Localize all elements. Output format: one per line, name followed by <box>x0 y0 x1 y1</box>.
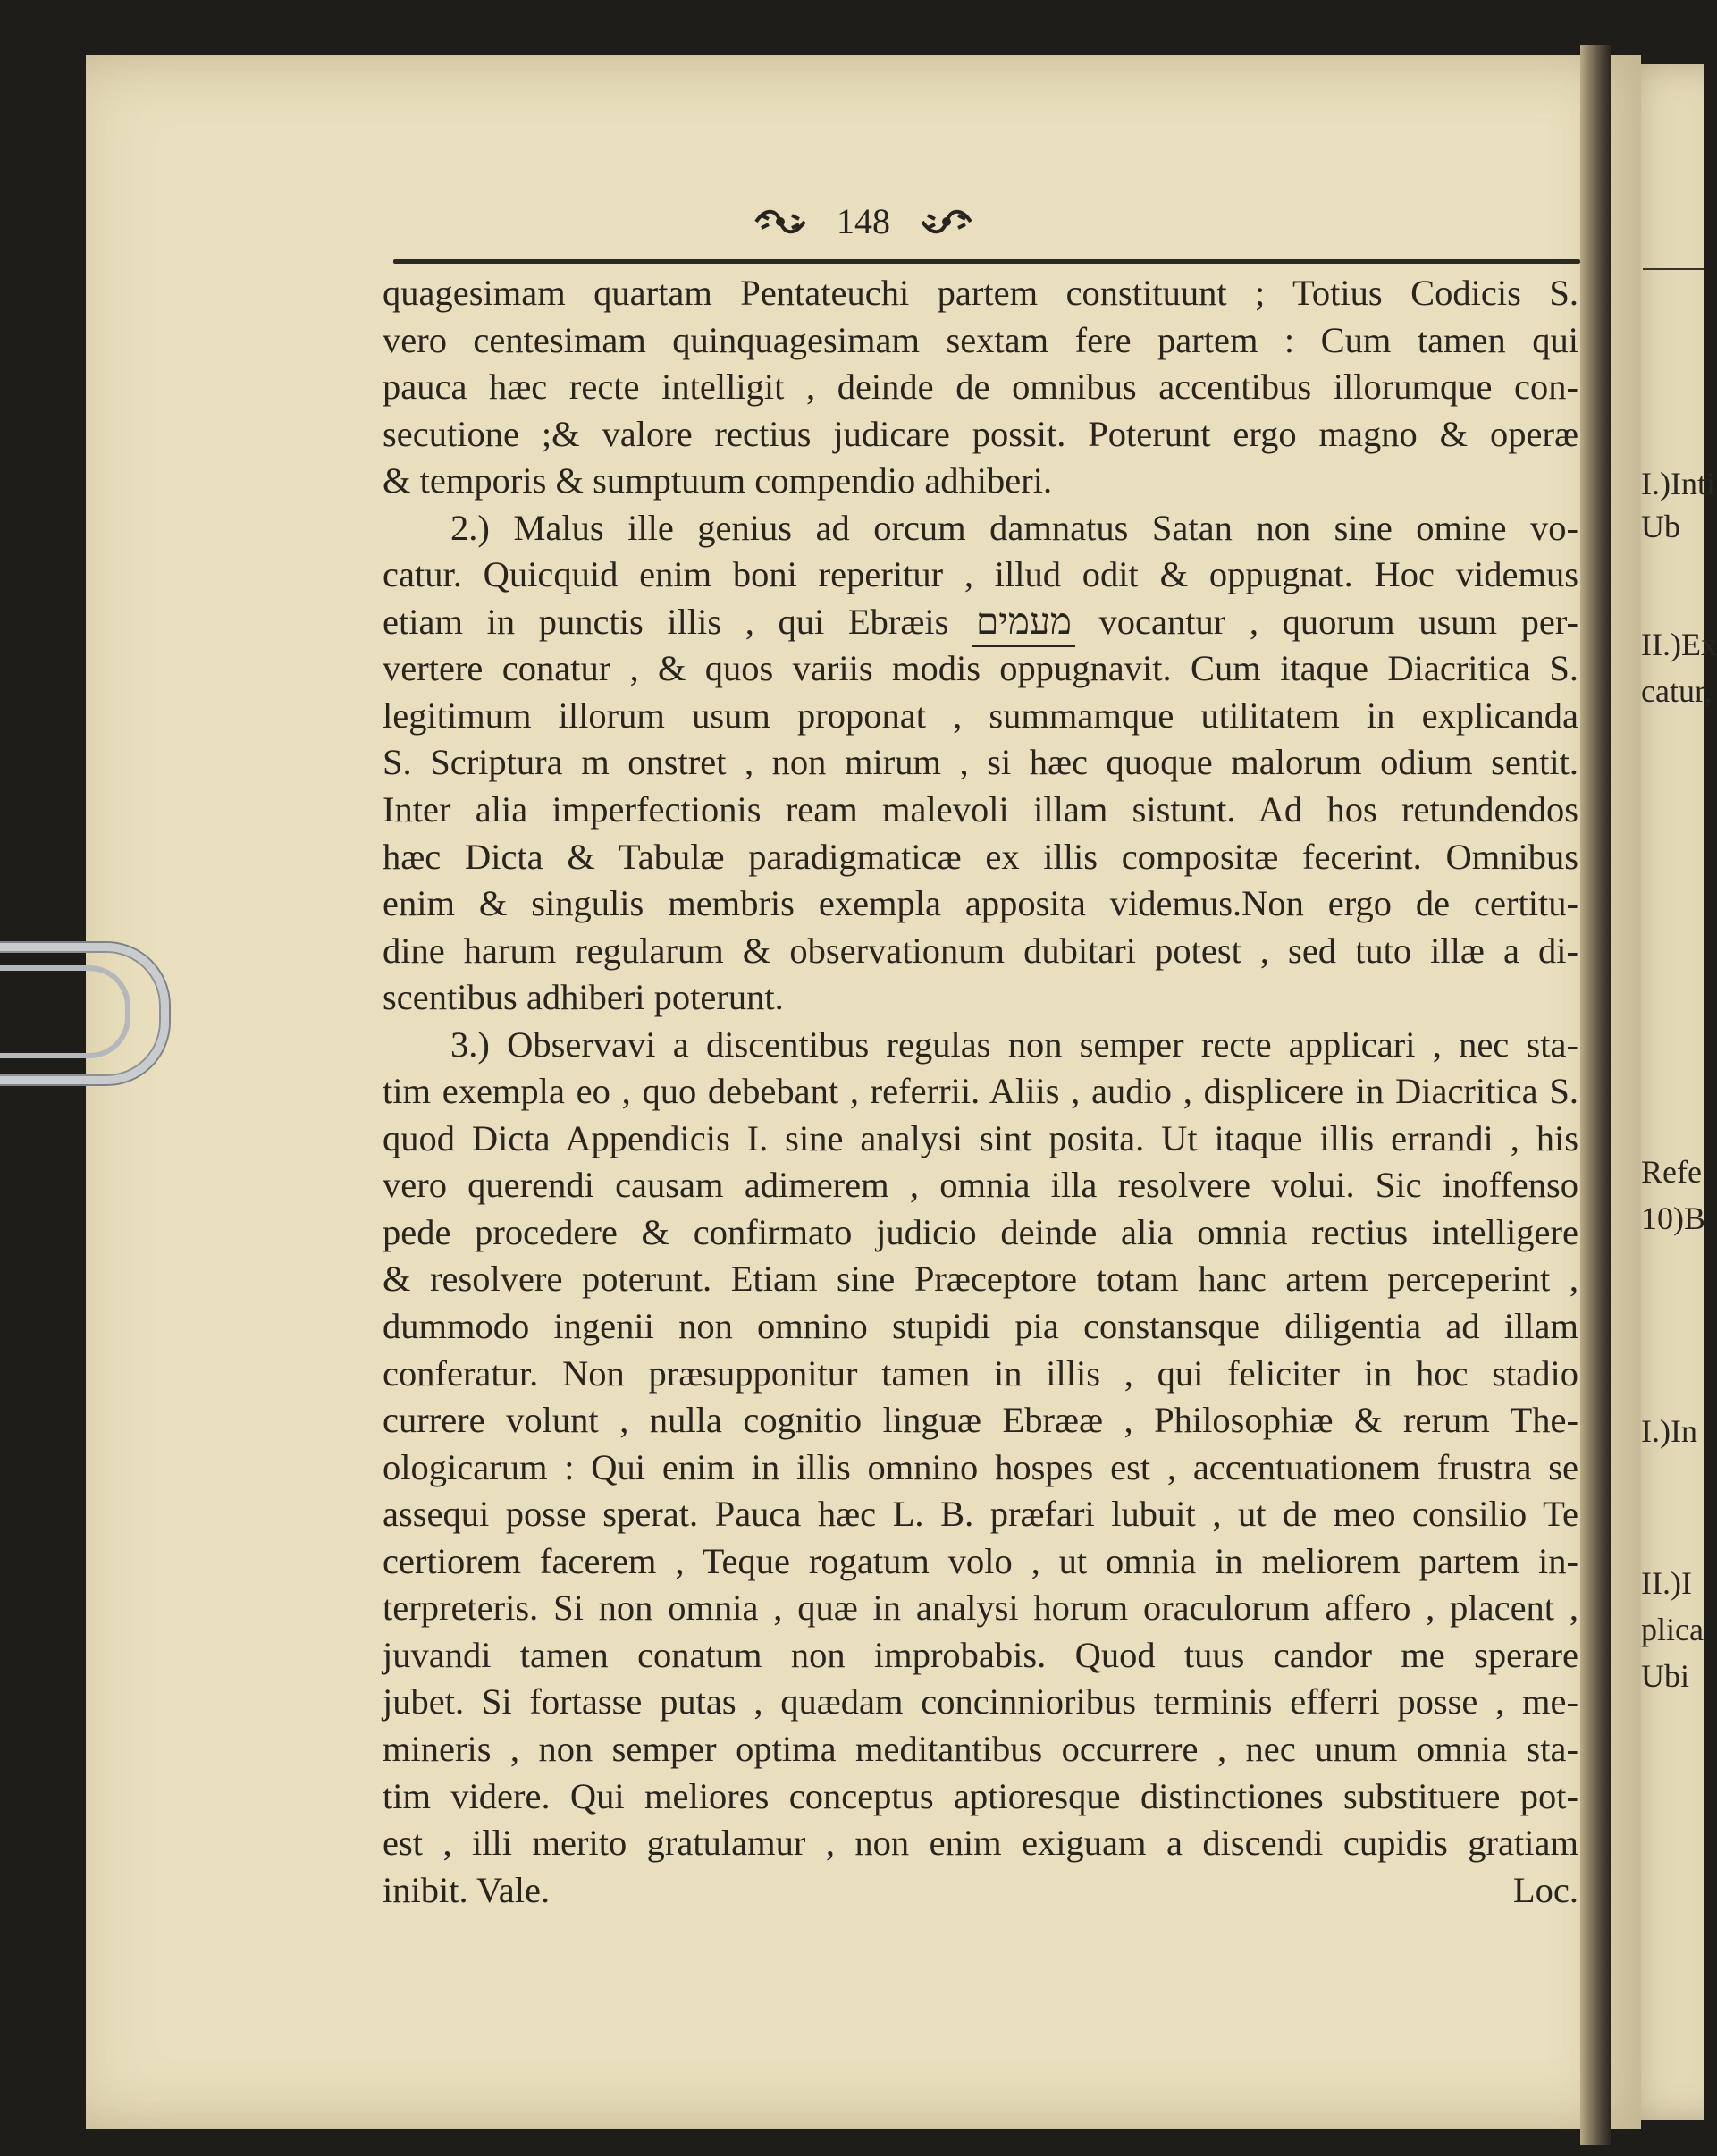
text-line: tim videre. Qui meliores conceptus aptioresque distinctiones substituere pot- <box>383 1775 1578 1816</box>
text-line: mineris , non semper optima meditantibus occurrere , nec unum omnia sta- <box>383 1728 1578 1769</box>
adjacent-page-rule <box>1643 268 1704 270</box>
text-line: jubet. Si fortasse putas , quædam concinnioribus terminis efferri posse , me- <box>383 1681 1578 1722</box>
text-line: dummodo ingenii non omnino stupidi pia constansque diligentia ad illam <box>383 1306 1578 1347</box>
text-line: scentibus adhiberi poterunt. <box>383 977 784 1018</box>
text-line: inibit. Vale. <box>383 1869 551 1910</box>
text-line: assequi posse sperat. Pauca hæc L. B. præfari lubuit , ut de meo consilio Te <box>383 1494 1578 1535</box>
text-line: S. Scriptura m onstret , non mirum , si hæc quoque malorum odium sentit. <box>383 742 1578 783</box>
adjacent-page-fragment: Ubi <box>1641 1658 1689 1694</box>
header-rule <box>393 259 1580 264</box>
ornament-right-icon <box>919 206 974 237</box>
text-line: dine harum regularum & observationum dubitari potest , sed tuto illæ a di- <box>383 930 1578 971</box>
text-line: & resolvere poterunt. Etiam sine Præceptore totam hanc artem perceperint , <box>383 1259 1578 1300</box>
adjacent-page-fragment: catur, <box>1641 673 1713 709</box>
text-line: terpreteris. Si non omnia , quæ in analysi horum oraculorum affero , placent , <box>383 1588 1578 1629</box>
catchword: Loc. <box>1512 1869 1578 1910</box>
text-line: pede procedere & confirmato judicio deinde alia omnia rectius intelligere <box>383 1211 1578 1252</box>
text-line: est , illi merito gratulamur , non enim exiguam a discendi cupidis gratiam <box>383 1823 1578 1864</box>
text-line: quod Dicta Appendicis I. sine analysi sint posita. Ut itaque illis errandi , his <box>383 1117 1578 1158</box>
running-header <box>86 197 1641 250</box>
page-gutter <box>1580 45 1611 2145</box>
hebrew-word: מעמים <box>972 599 1075 648</box>
adjacent-page-fragment: II.)I <box>1641 1565 1692 1601</box>
text-line: vero querendi causam adimerem , omnia illa resolvere volui. Sic inoffenso <box>383 1165 1578 1206</box>
adjacent-page-fragment: II.)Ex <box>1641 627 1717 662</box>
text-line: secutione ;& valore rectius judicare possit. Poterunt ergo magno & operæ <box>383 413 1578 454</box>
text-line: conferatur. Non præsupponitur tamen in illis , qui feliciter in hoc stadio <box>383 1352 1578 1394</box>
adjacent-page-fragment: 10)B <box>1641 1200 1705 1236</box>
text-line: 3.) Observavi a discentibus regulas non semper recte applicari , nec sta- <box>450 1023 1578 1065</box>
text-line: Inter alia imperfectionis ream malevoli illam sistunt. Ad hos retundendos <box>383 789 1578 830</box>
adjacent-page-fragment: I.)In <box>1641 1413 1697 1449</box>
paper-clip-inner <box>0 965 130 1058</box>
text-line: vertere conatur , & quos variis modis oppugnavit. Cum itaque Diacritica S. <box>383 648 1578 689</box>
text-line: legitimum illorum usum proponat , summamque utilitatem in explicanda <box>383 695 1578 736</box>
text-line: hæc Dicta & Tabulæ paradigmaticæ ex illis compositæ fecerint. Omnibus <box>383 836 1578 877</box>
text-segment: etiam in punctis illis , qui Ebræis <box>383 601 973 642</box>
text-line: currere volunt , nulla cognitio linguæ Ebrææ , Philosophiæ & rerum The- <box>383 1400 1578 1441</box>
adjacent-page-fragment: Ub <box>1641 509 1680 544</box>
text-segment: vocantur , quorum usum per- <box>1074 601 1578 642</box>
adjacent-page-fragment: Refe <box>1641 1154 1702 1190</box>
body-text <box>383 270 1578 1914</box>
text-line: enim & singulis membris exempla apposita videmus.Non ergo de certitu- <box>383 883 1578 924</box>
page-number: 148 <box>837 201 890 242</box>
text-line <box>383 599 1578 646</box>
text-line: certiorem facerem , Teque rogatum volo , ut omnia in meliorem partem in- <box>383 1540 1578 1581</box>
ornament-left-icon <box>753 206 808 237</box>
text-line: vero centesimam quinquagesimam sextam fere partem : Cum tamen qui <box>383 319 1578 360</box>
adjacent-page-fragment: plica <box>1641 1612 1704 1647</box>
text-line: quagesimam quartam Pentateuchi partem constituunt ; Totius Codicis S. <box>383 273 1578 313</box>
text-line: & temporis & sumptuum compendio adhiberi. <box>383 460 1053 501</box>
text-line: tim exempla eo , quo debebant , referrii. Aliis , audio , displicere in Diacritica S. <box>383 1071 1578 1112</box>
text-line: ologicarum : Qui enim in illis omnino hospes est , accentuationem frustra se <box>383 1446 1578 1487</box>
text-line: juvandi tamen conatum non improbabis. Quod tuus candor me sperare <box>383 1634 1578 1675</box>
text-line: 2.) Malus ille genius ad orcum damnatus Satan non sine omine vo- <box>450 507 1578 548</box>
adjacent-page-fragment: I.)Inti <box>1641 466 1715 501</box>
text-line: pauca hæc recte intelligit , deinde de omnibus accentibus illorumque con- <box>383 366 1578 408</box>
text-line: catur. Quicquid enim boni reperitur , illud odit & oppugnat. Hoc videmus <box>383 554 1578 595</box>
